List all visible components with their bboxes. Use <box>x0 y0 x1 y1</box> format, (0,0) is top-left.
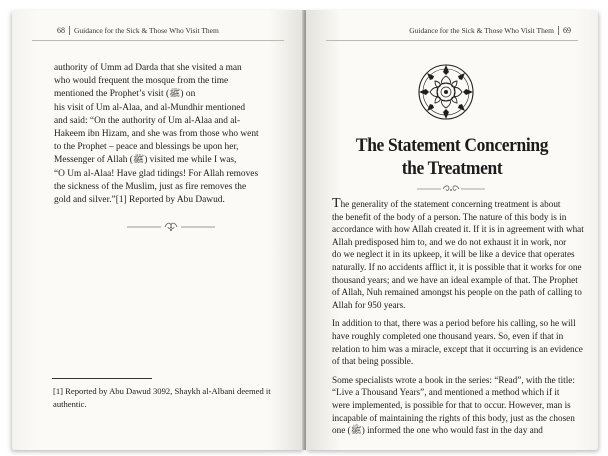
right-running-header <box>409 26 571 35</box>
text-line: Messenger of Allah (ﷺ) visited me while I was, <box>54 155 237 166</box>
text-line: relation to him was a miracle, except that it occurring is an evidence <box>332 343 583 354</box>
text-line: “O Um al-Alaa! Have glad tidings! For Allah removes <box>54 168 259 179</box>
header-separator <box>69 26 70 35</box>
left-header-rule <box>32 40 284 41</box>
text-line: Allah predisposed him to, and we do not exhaust it in work, nor <box>332 236 567 247</box>
chapter-title-line-2: the Treatment <box>401 158 503 179</box>
text-line: do we neglect it in its upkeep, it will be like a device that operates <box>332 249 575 260</box>
text-line-rest: he generality of the statement concerning treatment is about <box>340 199 561 209</box>
left-page-number: 68 <box>57 26 65 35</box>
text-line: gold and silver.”[1] Reported by Abu Dawud. <box>54 194 225 205</box>
text-line: and said: “On the authority of Um al-Alaa and al- <box>54 115 241 126</box>
text-line: authority of Umm ad Darda that she visited a man <box>54 63 242 73</box>
text-line: mentioned the Prophet’s visit (ﷺ) on <box>54 89 196 100</box>
chapter-medallion-ornament <box>416 62 476 122</box>
footnote-rule <box>52 378 152 379</box>
right-page-number: 69 <box>563 26 571 35</box>
footnote-line: [1] Reported by Abu Dawud 3092, Shaykh al-Albani deemed it <box>53 386 271 396</box>
text-line: accordance with how Allah created it. If it is in agreement with what <box>332 224 584 235</box>
text-line: naturally. If no accidents afflict it, it is possible that it works for one <box>332 261 582 272</box>
left-running-header <box>57 26 219 35</box>
text-line: one (ﷺ) informed the one who would fast in the day and <box>332 425 543 436</box>
right-page <box>306 10 598 450</box>
text-line: incapable of maintaining the rights of this body, just as the chosen <box>332 412 575 423</box>
drop-cap: T <box>332 198 341 211</box>
text-line: the sickness of the Muslim, just as fire removes the <box>54 181 247 192</box>
chapter-title-line-1: The Statement Concerning <box>355 135 549 156</box>
footnote-line: authentic. <box>53 399 87 409</box>
right-body-text <box>332 198 584 437</box>
title-divider-ornament <box>415 184 487 194</box>
text-line <box>332 198 584 211</box>
text-line: of that being possible. <box>332 356 414 367</box>
text-line: Hakeem ibn Hizam, and she was from those who went <box>54 128 259 139</box>
section-end-ornament <box>125 220 217 234</box>
text-line: his visit of Um al-Alaa, and al-Mundhir mentioned <box>54 102 246 113</box>
text-line: Allah for 950 years. <box>332 299 406 310</box>
text-line: In addition to that, there was a period before his calling, so he will <box>332 318 576 329</box>
text-line: have roughly completed one thousand years. So, even if that in <box>332 330 564 341</box>
footnote <box>53 385 271 411</box>
text-line: “Live a Thousand Years”, and mentioned a method which if it <box>332 387 560 398</box>
text-line: thousand years; and we have an ideal example of that. The Prophet <box>332 274 578 285</box>
left-page <box>12 10 304 450</box>
text-line: who would frequent the mosque from the time <box>54 76 229 87</box>
right-header-rule <box>326 40 578 41</box>
text-line: of Allah, Nuh remained amongst his people on the path of calling to <box>332 287 582 298</box>
right-running-head-title: Guidance for the Sick & Those Who Visit Them <box>409 26 554 35</box>
text-line: Some specialists wrote a book in the series: “Read”, with the title: <box>332 374 575 385</box>
text-line: were implemented, is possible for that to occur. However, man is <box>332 399 571 410</box>
header-separator <box>558 26 559 35</box>
left-body-text <box>54 62 284 207</box>
left-running-head-title: Guidance for the Sick & Those Who Visit Them <box>74 26 219 35</box>
text-line: to the Prophet – peace and blessings be upon her, <box>54 142 239 153</box>
open-book <box>12 10 598 452</box>
text-line: the benefit of the body of a person. The nature of this body is in <box>332 211 567 222</box>
